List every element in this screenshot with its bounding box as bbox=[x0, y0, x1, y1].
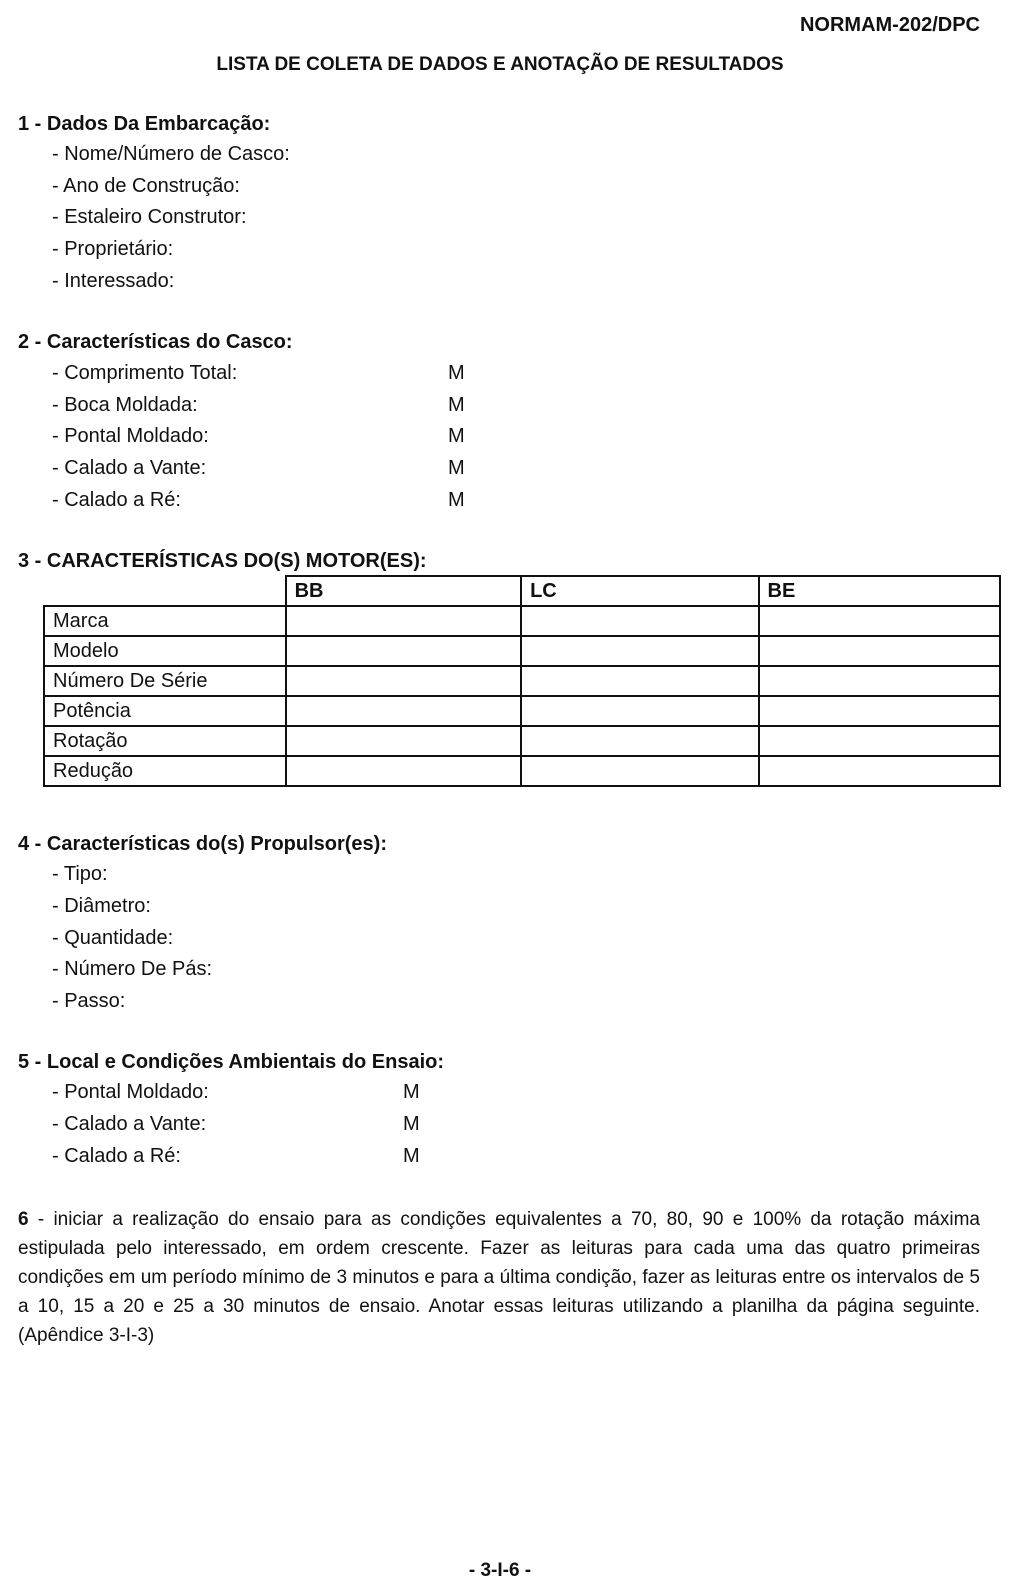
table-row bbox=[44, 726, 1000, 756]
unit-label: M bbox=[403, 1113, 420, 1135]
field-boca-moldada: - Boca Moldada: bbox=[52, 394, 198, 416]
cell-lc[interactable] bbox=[521, 696, 758, 726]
row-label-potencia: Potência bbox=[44, 696, 286, 726]
row-label-marca: Marca bbox=[44, 606, 286, 636]
cell-bb[interactable] bbox=[286, 696, 521, 726]
field-numero-pas: - Número De Pás: bbox=[52, 958, 213, 980]
page-number: - 3-I-6 - bbox=[468, 1560, 532, 1581]
cell-be[interactable] bbox=[759, 726, 1000, 756]
motor-table bbox=[43, 575, 1001, 787]
table-corner bbox=[44, 576, 286, 606]
column-header-bb: BB bbox=[286, 576, 521, 606]
document-code: NORMAM-202/DPC bbox=[799, 14, 980, 36]
cell-lc[interactable] bbox=[521, 726, 758, 756]
table-row bbox=[44, 666, 1000, 696]
unit-label: M bbox=[403, 1145, 420, 1167]
cell-be[interactable] bbox=[759, 666, 1000, 696]
section-2-title: 2 - Características do Casco: bbox=[18, 331, 293, 353]
section-6-text: - iniciar a realização do ensaio para as condições equivalentes a 70, 80, 90 e 100% da rotação máxima estipulada pelo interessado, em ordem crescente. Fazer as leituras para cada uma das quatro primeiras condições em um período mínimo de 3 minutos e para a última condição, fazer as leituras entre os intervalos de 5 a 10, 15 a 20 e 25 a 30 minutos de ensaio. Anotar essas leituras utilizando a planilha da página seguinte. (Apêndice 3-I-3) bbox=[18, 1209, 980, 1346]
cell-be[interactable] bbox=[759, 606, 1000, 636]
field-passo: - Passo: bbox=[52, 990, 126, 1012]
field-calado-vante-ensaio: - Calado a Vante: bbox=[52, 1113, 207, 1135]
unit-label: M bbox=[448, 425, 465, 447]
cell-bb[interactable] bbox=[286, 726, 521, 756]
field-tipo: - Tipo: bbox=[52, 863, 108, 885]
field-nome-casco: - Nome/Número de Casco: bbox=[52, 143, 290, 165]
section-6-number: 6 bbox=[18, 1209, 29, 1230]
field-comprimento-total: - Comprimento Total: bbox=[52, 362, 238, 384]
field-proprietario: - Proprietário: bbox=[52, 238, 174, 260]
table-row bbox=[44, 696, 1000, 726]
document-title: LISTA DE COLETA DE DADOS E ANOTAÇÃO DE RESULTADOS bbox=[216, 54, 784, 75]
cell-bb[interactable] bbox=[286, 756, 521, 786]
cell-bb[interactable] bbox=[286, 606, 521, 636]
field-ano-construcao: - Ano de Construção: bbox=[52, 175, 240, 197]
cell-be[interactable] bbox=[759, 756, 1000, 786]
cell-be[interactable] bbox=[759, 696, 1000, 726]
section-6-paragraph bbox=[18, 1205, 980, 1350]
unit-label: M bbox=[448, 457, 465, 479]
unit-label: M bbox=[403, 1081, 420, 1103]
row-label-reducao: Redução bbox=[44, 756, 286, 786]
field-estaleiro: - Estaleiro Construtor: bbox=[52, 206, 247, 228]
field-quantidade: - Quantidade: bbox=[52, 927, 174, 949]
section-4-title: 4 - Características do(s) Propulsor(es): bbox=[18, 833, 387, 855]
cell-lc[interactable] bbox=[521, 636, 758, 666]
row-label-numero-serie: Número De Série bbox=[44, 666, 286, 696]
unit-label: M bbox=[448, 489, 465, 511]
field-pontal-moldado-ensaio: - Pontal Moldado: bbox=[52, 1081, 209, 1103]
table-header-row bbox=[44, 576, 1000, 606]
cell-lc[interactable] bbox=[521, 666, 758, 696]
field-calado-vante: - Calado a Vante: bbox=[52, 457, 207, 479]
column-header-lc: LC bbox=[521, 576, 758, 606]
unit-label: M bbox=[448, 362, 465, 384]
cell-bb[interactable] bbox=[286, 636, 521, 666]
cell-bb[interactable] bbox=[286, 666, 521, 696]
table-row bbox=[44, 636, 1000, 666]
cell-lc[interactable] bbox=[521, 756, 758, 786]
field-pontal-moldado: - Pontal Moldado: bbox=[52, 425, 209, 447]
cell-be[interactable] bbox=[759, 636, 1000, 666]
section-3-title: 3 - CARACTERÍSTICAS DO(S) MOTOR(ES): bbox=[18, 550, 427, 572]
section-5-title: 5 - Local e Condições Ambientais do Ensaio: bbox=[18, 1051, 445, 1073]
table-row bbox=[44, 606, 1000, 636]
field-interessado: - Interessado: bbox=[52, 270, 175, 292]
row-label-rotacao: Rotação bbox=[44, 726, 286, 756]
row-label-modelo: Modelo bbox=[44, 636, 286, 666]
unit-label: M bbox=[448, 394, 465, 416]
field-diametro: - Diâmetro: bbox=[52, 895, 151, 917]
column-header-be: BE bbox=[759, 576, 1000, 606]
table-row bbox=[44, 756, 1000, 786]
cell-lc[interactable] bbox=[521, 606, 758, 636]
field-calado-re-ensaio: - Calado a Ré: bbox=[52, 1145, 181, 1167]
section-1-title: 1 - Dados Da Embarcação: bbox=[18, 113, 271, 135]
field-calado-re: - Calado a Ré: bbox=[52, 489, 181, 511]
